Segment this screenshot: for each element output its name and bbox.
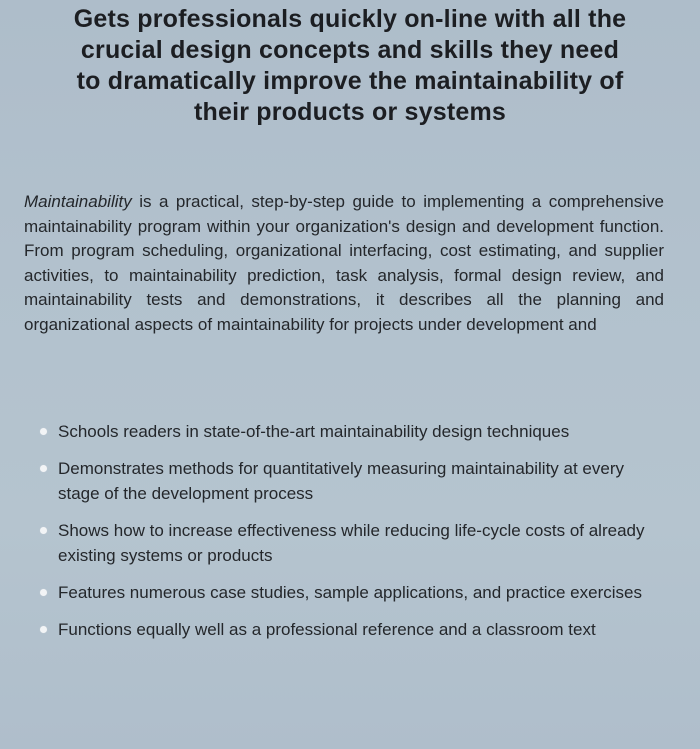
bullet-dot-icon [40,527,47,534]
list-item [40,580,655,605]
headline-line-3: to dramatically improve the maintainability of [76,67,624,95]
list-item [40,617,655,642]
headline [18,4,682,128]
headline-line-4: their products or systems [193,98,507,126]
bullet-dot-icon [40,465,47,472]
list-item [40,518,655,568]
feature-text: Features numerous case studies, sample applications, and practice exercises [58,583,642,602]
list-item [40,419,655,444]
feature-text: Functions equally well as a professional reference and a classroom text [58,620,596,639]
feature-text: Schools readers in state-of-the-art maintainability design techniques [58,422,570,441]
list-item [40,456,655,506]
feature-text: Demonstrates methods for quantitatively measuring maintainability at every stage of the development process [58,459,624,503]
book-title-word: Maintainability [24,192,132,211]
headline-line-1: Gets professionals quickly on-line with all the [73,5,627,33]
bullet-dot-icon [40,428,47,435]
bullet-dot-icon [40,626,47,633]
bullet-dot-icon [40,589,47,596]
description-paragraph [24,190,664,337]
feature-text: Shows how to increase effectiveness while reducing life-cycle costs of already existing systems or products [58,521,645,565]
headline-line-2: crucial design concepts and skills they need [80,36,620,64]
description-text: is a practical, step-by-step guide to implementing a comprehensive maintainability program within your organization's design and development function. From program scheduling, organizational interfacing, cost estimating, and supplier activities, to maintainability prediction, task analysis, formal design review, and maintainability tests and demonstrations, it describes all the planning and organizational aspects of maintainability for projects under development and [24,192,664,334]
feature-list [40,419,655,654]
